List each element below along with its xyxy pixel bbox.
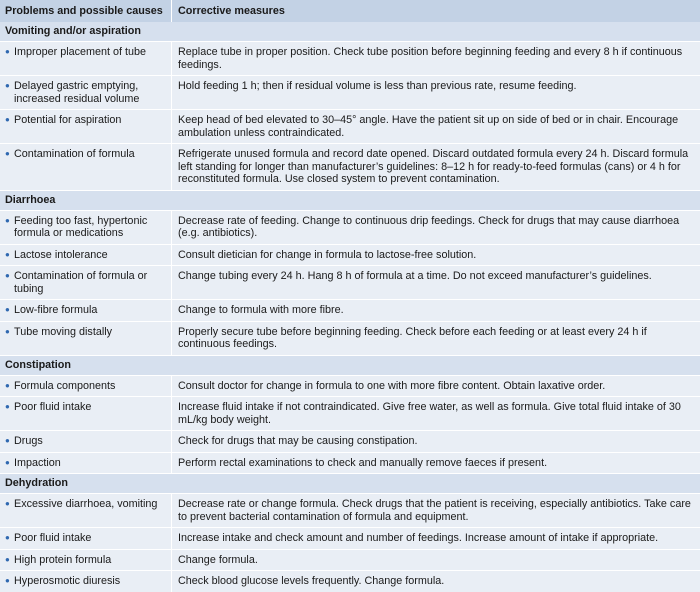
table-row bbox=[0, 143, 700, 190]
bullet-icon: ● bbox=[5, 554, 10, 564]
table-row bbox=[0, 210, 700, 244]
bullet-icon: ● bbox=[5, 402, 10, 411]
cause-cell bbox=[0, 300, 171, 321]
section-dehydration bbox=[0, 473, 700, 493]
section-constipation bbox=[0, 355, 700, 375]
cause-cell bbox=[0, 431, 171, 452]
table-row bbox=[0, 75, 700, 109]
cause-cell bbox=[0, 245, 171, 266]
table-header bbox=[0, 0, 700, 22]
cause-cell bbox=[0, 397, 171, 430]
cause-text: Poor fluid intake bbox=[14, 401, 92, 413]
cause-text: Lactose intolerance bbox=[14, 248, 108, 261]
measure-cell: Decrease rate of feeding. Change to continuous drip feedings. Check for drugs that may cause diarrhoea (e.g. antibiotics). bbox=[171, 211, 700, 244]
cause-cell bbox=[0, 110, 171, 143]
header-problems: Problems and possible causes bbox=[5, 5, 163, 17]
measure-cell: Increase fluid intake if not contraindicated. Give free water, as well as formula. Give total fluid intake of 30 mL/kg body weight. bbox=[171, 397, 700, 430]
table-body bbox=[0, 22, 700, 592]
cause-text: High protein formula bbox=[14, 553, 112, 566]
bullet-icon: ● bbox=[5, 305, 10, 314]
cause-text: Formula components bbox=[14, 379, 116, 392]
cause-text: Drugs bbox=[14, 435, 43, 447]
section-title: Diarrhoea bbox=[5, 193, 56, 206]
cause-cell bbox=[0, 266, 171, 299]
bullet-icon: ● bbox=[5, 115, 10, 124]
cause-cell bbox=[0, 550, 171, 571]
table-row bbox=[0, 321, 700, 355]
measure-cell: Consult dietician for change in formula to lactose-free solution. bbox=[171, 245, 700, 266]
cause-cell bbox=[0, 42, 171, 75]
bullet-icon: ● bbox=[5, 81, 10, 90]
table-row bbox=[0, 109, 700, 143]
bullet-icon: ● bbox=[5, 47, 10, 56]
table-row bbox=[0, 396, 700, 430]
bullet-icon: ● bbox=[5, 149, 10, 158]
cause-cell bbox=[0, 494, 171, 527]
cause-cell bbox=[0, 453, 171, 474]
measure-cell: Keep head of bed elevated to 30–45° angle. Have the patient sit up on side of bed or in chair. Encourage ambulation unless contraindicated. bbox=[171, 110, 700, 143]
section-title: Constipation bbox=[5, 358, 71, 371]
measure-cell: Check for drugs that may be causing constipation. bbox=[171, 431, 700, 452]
measure-cell: Increase intake and check amount and number of feedings. Increase amount of intake if appropriate. bbox=[171, 528, 700, 549]
measure-cell: Hold feeding 1 h; then if residual volume is less than previous rate, resume feeding. bbox=[171, 76, 700, 109]
cause-cell bbox=[0, 376, 171, 397]
cause-cell bbox=[0, 322, 171, 355]
cause-text: Contamination of formula bbox=[14, 148, 135, 160]
cause-text: Delayed gastric emptying, increased residual volume bbox=[14, 80, 140, 105]
section-title: Dehydration bbox=[5, 477, 68, 489]
cause-text: Feeding too fast, hypertonic formula or medications bbox=[14, 214, 148, 239]
cause-cell bbox=[0, 144, 171, 190]
table-row bbox=[0, 570, 700, 592]
measure-cell: Consult doctor for change in formula to one with more fibre content. Obtain laxative order. bbox=[171, 376, 700, 397]
cause-text: Low-fibre formula bbox=[14, 304, 98, 316]
cause-text: Hyperosmotic diuresis bbox=[14, 575, 121, 587]
bullet-icon: ● bbox=[5, 499, 10, 508]
measure-cell: Decrease rate or change formula. Check drugs that the patient is receiving, especially antibiotics. Take care to prevent bacterial contamination of formula and equipment. bbox=[171, 494, 700, 527]
measure-cell: Properly secure tube before beginning feeding. Check before each feeding or at least every 24 h if continuous feedings. bbox=[171, 322, 700, 355]
measure-cell: Change formula. bbox=[171, 550, 700, 571]
cause-cell bbox=[0, 76, 171, 109]
table-row bbox=[0, 493, 700, 527]
measure-cell: Refrigerate unused formula and record date opened. Discard outdated formula every 24 h. Discard formula left standing for longer than manufacturer’s guidelines: 8–12 h for ready-to-feed formulas (cans) or 4 h for reconstituted formula. Use closed system to prevent contamination. bbox=[171, 144, 700, 190]
cause-text: Contamination of formula or tubing bbox=[14, 270, 148, 295]
bullet-icon: ● bbox=[5, 326, 10, 336]
table-row bbox=[0, 430, 700, 452]
section-vomiting-and-or-aspiration bbox=[0, 22, 700, 41]
table-row bbox=[0, 41, 700, 75]
table-row bbox=[0, 244, 700, 266]
bullet-icon: ● bbox=[5, 436, 10, 445]
header-measures: Corrective measures bbox=[171, 0, 700, 22]
cause-text: Impaction bbox=[14, 456, 61, 469]
section-title: Vomiting and/or aspiration bbox=[5, 25, 141, 37]
cause-text: Potential for aspiration bbox=[14, 114, 122, 126]
table-row bbox=[0, 527, 700, 549]
table-row bbox=[0, 452, 700, 474]
bullet-icon: ● bbox=[5, 249, 10, 259]
measure-cell: Perform rectal examinations to check and manually remove faeces if present. bbox=[171, 453, 700, 474]
bullet-icon: ● bbox=[5, 533, 10, 542]
bullet-icon: ● bbox=[5, 380, 10, 390]
table-row bbox=[0, 265, 700, 299]
bullet-icon: ● bbox=[5, 457, 10, 467]
table-row bbox=[0, 375, 700, 397]
cause-text: Tube moving distally bbox=[14, 325, 113, 338]
section-diarrhoea bbox=[0, 190, 700, 210]
bullet-icon: ● bbox=[5, 271, 10, 280]
measure-cell: Replace tube in proper position. Check tube position before beginning feeding and every 8 h if continuous feedings. bbox=[171, 42, 700, 75]
measure-cell: Change tubing every 24 h. Hang 8 h of formula at a time. Do not exceed manufacturer’s guidelines. bbox=[171, 266, 700, 299]
cause-text: Excessive diarrhoea, vomiting bbox=[14, 498, 158, 510]
bullet-icon: ● bbox=[5, 576, 10, 585]
table-row bbox=[0, 549, 700, 571]
table-row bbox=[0, 299, 700, 321]
cause-cell bbox=[0, 571, 171, 592]
measure-cell: Change to formula with more fibre. bbox=[171, 300, 700, 321]
cause-text: Improper placement of tube bbox=[14, 46, 147, 58]
bullet-icon: ● bbox=[5, 215, 10, 225]
cause-cell bbox=[0, 211, 171, 244]
measure-cell: Check blood glucose levels frequently. Change formula. bbox=[171, 571, 700, 592]
cause-text: Poor fluid intake bbox=[14, 532, 92, 544]
cause-cell bbox=[0, 528, 171, 549]
